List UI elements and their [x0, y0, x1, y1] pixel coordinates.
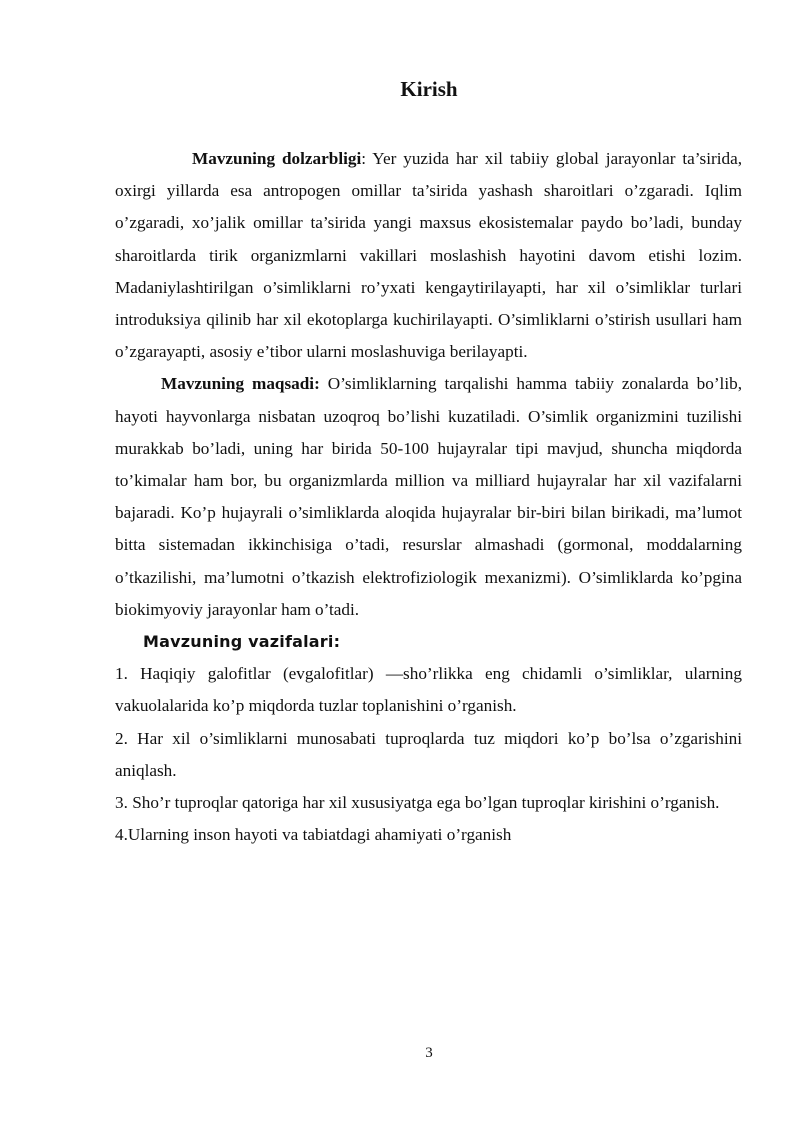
relevance-text: Yer yuzida har xil tabiiy global jarayonlar ta’sirida, oxirgi yillarda esa antropogen omillar ta’sirida yashash sharoitlari o’zgaradi. Iqlim o’zgaradi, xo’jalik omillar ta’sirida yangi maxsus ekosistemalar paydo bo’ladi, bunday sharoitlarda tirik organizmlarni vakillari moslashish hayotini davom etishi lozim. Madaniylashtirilgan o’simliklarni ro’yxati kengaytirilayapti, har xil o’simliklar turlari introduksiya qilinib har xil ekotoplarga kuchirilayapti. O’simliklarni o’stirish usullari ham o’zgarayapti, asosiy e’tibor ularni moslashuviga berilayapti.	[115, 149, 742, 362]
goal-text: O’simliklarning tarqalishi hamma tabiiy zonalarda bo’lib, hayoti hayvonlarga nisbatan uzoqroq bo’lishi kuzatiladi. O’simlik organizmini tuzilishi murakkab bo’ladi, uning har birida 50-100 hujayralar tipi mavjud, shuncha miqdorda to’kimalar ham bor, bu organizmlarda million va milliard hujayralar har xil vazifalarni bajaradi. Ko’p hujayrali o’simliklarda aloqida hujayralar bir-biri bilan birikadi, ma’lumot bitta sistemadan ikkinchisiga o’tadi, resurslar almashadi (gormonal, moddalarning o’tkazilishi, ma’lumotni o’tkazish elektrofiziologik mexanizmi). O’simliklarda ko’pgina biokimyoviy jarayonlar ham o’tadi.	[115, 374, 742, 619]
goal-paragraph	[115, 368, 742, 626]
tasks-heading: Mavzuning vazifalari:	[143, 632, 341, 652]
task-item-2: 2. Har xil o’simliklarni munosabati tuproqlarda tuz miqdori ko’p bo’lsa o’zgarishini aniqlash.	[115, 728, 742, 780]
task-item-4: 4.Ularning inson hayoti va tabiatdagi ahamiyati o’rganish	[115, 825, 512, 845]
relevance-paragraph	[115, 143, 742, 368]
page-title: Kirish	[400, 77, 458, 101]
page-number: 3	[425, 1045, 433, 1061]
task-item-1: 1. Haqiqiy galofitlar (evgalofitlar) —sho’rlikka eng chidamli o’simliklar, ularning vakuolalarida ko’p miqdorda tuzlar toplanishini o’rganish.	[115, 664, 742, 716]
goal-heading: Mavzuning maqsadi:	[161, 374, 320, 394]
relevance-separator: :	[361, 149, 367, 168]
document-body	[115, 143, 742, 851]
task-item-3: 3. Sho’r tuproqlar qatoriga har xil xususiyatga ega bo’lgan tuproqlar kirishini o’rganish.	[115, 793, 720, 813]
relevance-heading: Mavzuning dolzarbligi	[192, 149, 362, 168]
